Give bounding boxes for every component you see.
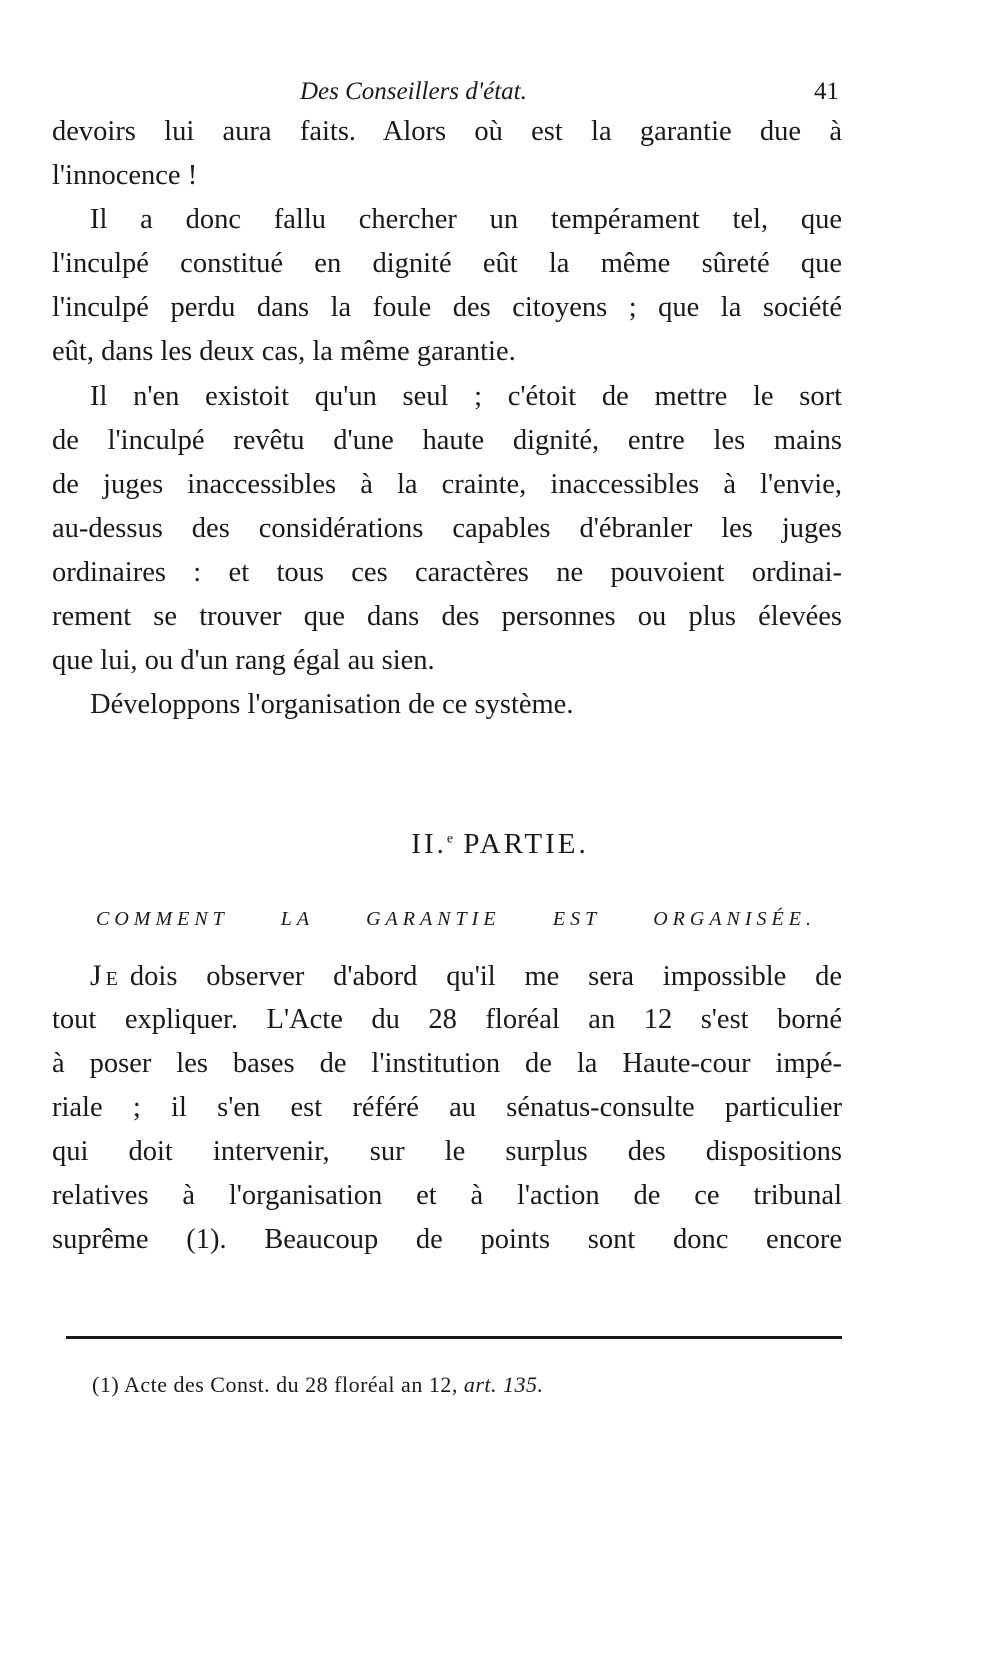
footnote-text: (1) Acte des Const. du 28 floréal an 12,: [92, 1372, 458, 1397]
running-title: Des Conseillers d'état.: [300, 78, 527, 105]
text-line: devoirs lui aura faits. Alors où est la garantie due à: [52, 116, 842, 147]
text-line: l'inculpé perdu dans la foule des citoyens ; que la société: [52, 292, 842, 323]
section-subheading: COMMENT LA GARANTIE EST ORGANISÉE.: [96, 908, 816, 930]
footnote-article: art. 135.: [463, 1372, 544, 1397]
text-line: à poser les bases de l'institution de la Haute-cour impé-: [52, 1048, 842, 1079]
text-line: relatives à l'organisation et à l'action de ce tribunal: [52, 1180, 842, 1211]
text-line: Développons l'organisation de ce système.: [90, 689, 574, 720]
text-line: ordinaires : et tous ces caractères ne pouvoient ordinai-: [52, 557, 842, 588]
text-line: tout expliquer. L'Acte du 28 floréal an 12 s'est borné: [52, 1004, 842, 1035]
text-line: l'innocence !: [52, 160, 198, 191]
text-line: riale ; il s'en est référé au sénatus-consulte particulier: [52, 1092, 842, 1123]
text-line: que lui, ou d'un rang égal au sien.: [52, 645, 435, 676]
small-capital: E: [105, 968, 122, 990]
section-number: II.: [411, 828, 447, 860]
footnote: [92, 1372, 544, 1398]
text-line: qui doit intervenir, sur le surplus des dispositions: [52, 1136, 842, 1167]
text-line: suprême (1). Beaucoup de points sont donc encore: [52, 1224, 842, 1255]
section-first-line: [90, 956, 842, 999]
text-line: eût, dans les deux cas, la même garantie.: [52, 336, 516, 367]
text-line: au-dessus des considérations capables d'ébranler les juges: [52, 513, 842, 544]
text-line: l'inculpé constitué en dignité eût la même sûreté que: [52, 248, 842, 279]
footnote-rule: [66, 1336, 842, 1339]
section-heading: [0, 828, 1000, 861]
section-word: PARTIE.: [463, 828, 589, 860]
text-line: Il a donc fallu chercher un tempérament tel, que: [90, 204, 842, 235]
section-number-superscript: e: [446, 831, 454, 847]
page-number: 41: [814, 78, 839, 105]
text-line: de juges inaccessibles à la crainte, inaccessibles à l'envie,: [52, 469, 842, 500]
dropcap: J: [90, 959, 106, 992]
text-line: rement se trouver que dans des personnes ou plus élevées: [52, 601, 842, 632]
first-line-text: dois observer d'abord qu'il me sera impossible de: [129, 961, 842, 992]
text-line: de l'inculpé revêtu d'une haute dignité, entre les mains: [52, 425, 842, 456]
text-line: Il n'en existoit qu'un seul ; c'étoit de mettre le sort: [90, 381, 842, 412]
